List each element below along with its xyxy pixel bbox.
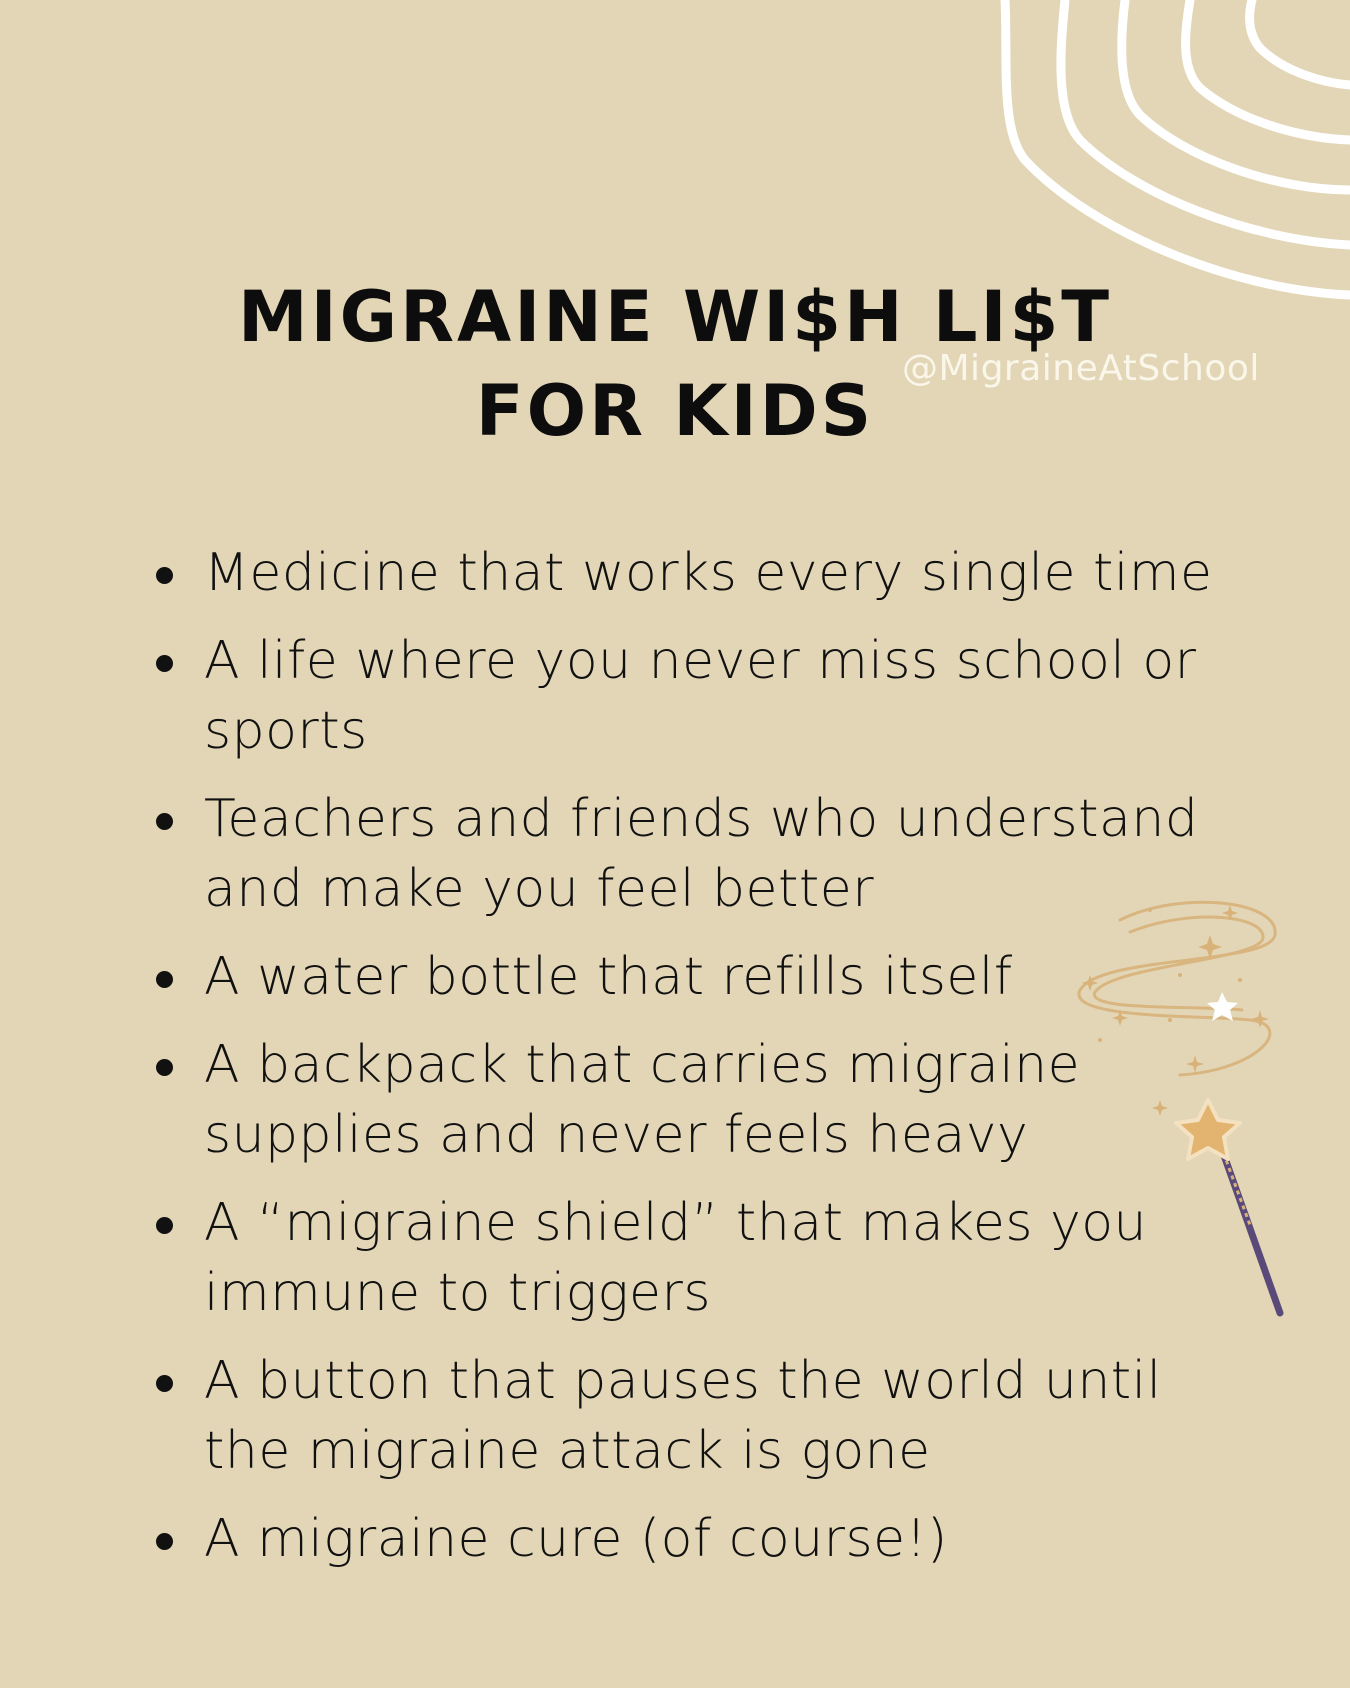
- magic-wand-icon: [1060, 880, 1310, 1320]
- wish-item-never-miss-school: A life where you never miss school or sports: [150, 626, 1230, 766]
- corner-swirl-decoration: [930, 0, 1350, 310]
- wish-item-backpack: A backpack that carries migraine supplies and never feels heavy: [150, 1030, 1230, 1170]
- wish-item-understanding-people: Teachers and friends who understand and make you feel better: [150, 784, 1230, 924]
- wish-item-pause-button: A button that pauses the world until the migraine attack is gone: [150, 1346, 1230, 1486]
- title-line-2: FOR KIDS: [475, 370, 875, 452]
- wish-item-migraine-shield: A “migraine shield” that makes you immune to triggers: [150, 1188, 1230, 1328]
- social-handle: @MigraineAtSchool: [902, 348, 1260, 389]
- wish-item-medicine: Medicine that works every single time: [150, 538, 1230, 608]
- wish-item-migraine-cure: A migraine cure (of course!): [150, 1504, 1230, 1574]
- wish-item-water-bottle: A water bottle that refills itself: [150, 942, 1230, 1012]
- title-line-1: MIGRAINE WI$H LI$T: [237, 276, 1113, 358]
